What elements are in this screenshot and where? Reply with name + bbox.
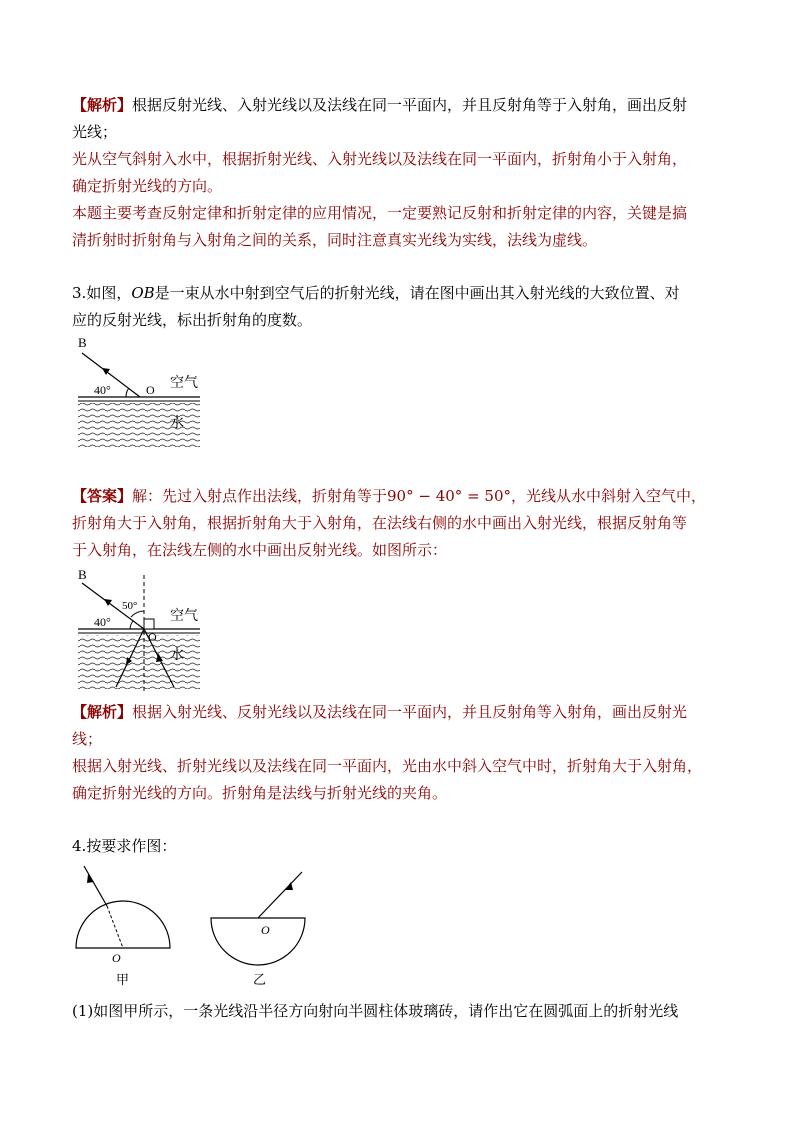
caption-yi: 乙 <box>253 972 267 987</box>
answer-3-line-1: 【答案】解：先过入射点作出法线，折射角等于90° − 40° = 50°，光线从水中斜射入空气中， <box>72 487 706 505</box>
answer-3-line-3: 于入射角，在法线左侧的水中画出反射光线。如图所示： <box>72 541 448 559</box>
angle-40-label: 40° <box>94 615 111 629</box>
analysis-2-line-3: 根据入射光线、折射光线以及法线在同一平面内，光由水中斜入空气中时，折射角大于入射角， <box>72 757 703 775</box>
refracted-ray-ob <box>82 353 140 397</box>
angle-50-label: 50° <box>122 600 138 612</box>
semicircle-glass <box>211 918 305 965</box>
label-b: B <box>78 335 87 350</box>
analysis-1-line-5: 本题主要考查反射定律和折射定律的应用情况，一定要熟记反射和折射定律的内容，关键是搞 <box>72 204 688 222</box>
right-angle-mark <box>144 619 154 629</box>
answer-3-figure <box>70 565 210 695</box>
analysis-1-line-4: 确定折射光线的方向。 <box>72 177 223 195</box>
caption-jia: 甲 <box>116 972 130 987</box>
label-b: B <box>78 567 87 582</box>
incident-ray <box>84 866 107 906</box>
ob-label: OB <box>131 284 155 302</box>
arrow-icon <box>87 874 94 883</box>
question-4-sub-1: (1)如图甲所示，一条光线沿半径方向射向半圆柱体玻璃砖，请作出它在圆弧面上的折射光线 <box>72 1002 679 1020</box>
water-label: 水 <box>170 416 184 431</box>
analysis-2-line-4: 确定折射光线的方向。折射角是法线与折射光线的夹角。 <box>72 784 448 802</box>
analysis-1-line-2: 光线； <box>72 123 118 141</box>
angle-arc-40 <box>130 621 133 629</box>
analysis-tag: 【解析】 <box>72 96 133 114</box>
semicircle-glass <box>76 901 170 948</box>
label-o: O <box>112 951 121 965</box>
analysis-1-line-6: 清折射时折射角与入射角之间的关系，同时注意真实光线为实线，法线为虚线。 <box>72 231 598 249</box>
dashed-ray <box>107 906 123 948</box>
label-o: O <box>261 923 270 937</box>
answer-3-line-2: 折射角大于入射角，根据折射角大于入射角，在法线右侧的水中画出入射光线，根据反射角等 <box>72 514 688 532</box>
air-label: 空气 <box>170 376 198 391</box>
answer-tag: 【答案】 <box>72 487 133 505</box>
question-3-line-1: 3.如图，OB是一束从水中射到空气后的折射光线，请在图中画出其入射光线的大致位置、对 <box>72 284 680 302</box>
angle-arc <box>126 388 129 397</box>
analysis-tag: 【解析】 <box>72 703 133 721</box>
analysis-2-line-1: 【解析】根据入射光线、反射光线以及法线在同一平面内，并且反射角等入射角，画出反射光 <box>72 703 688 721</box>
label-o: O <box>146 383 155 397</box>
analysis-1-line-1: 【解析】根据反射光线、入射光线以及法线在同一平面内，并且反射角等于入射角，画出反射 <box>72 96 688 114</box>
figure-b-semicircle <box>205 862 315 992</box>
air-label: 空气 <box>170 609 198 624</box>
question-3-line-2: 应的反射光线，标出折射角的度数。 <box>72 311 313 329</box>
analysis-2-line-2: 线； <box>72 730 103 748</box>
incident-ray <box>258 872 302 918</box>
water-label: 水 <box>170 648 184 663</box>
figure-a-semicircle <box>70 862 180 992</box>
analysis-1-line-3: 光从空气斜射入水中，根据折射光线、入射光线以及法线在同一平面内，折射角小于入射角， <box>72 150 688 168</box>
question-4-title: 4.按要求作图： <box>72 837 177 855</box>
question-3-figure <box>70 335 210 447</box>
label-o: O <box>148 630 157 644</box>
angle-label: 40° <box>94 383 111 397</box>
